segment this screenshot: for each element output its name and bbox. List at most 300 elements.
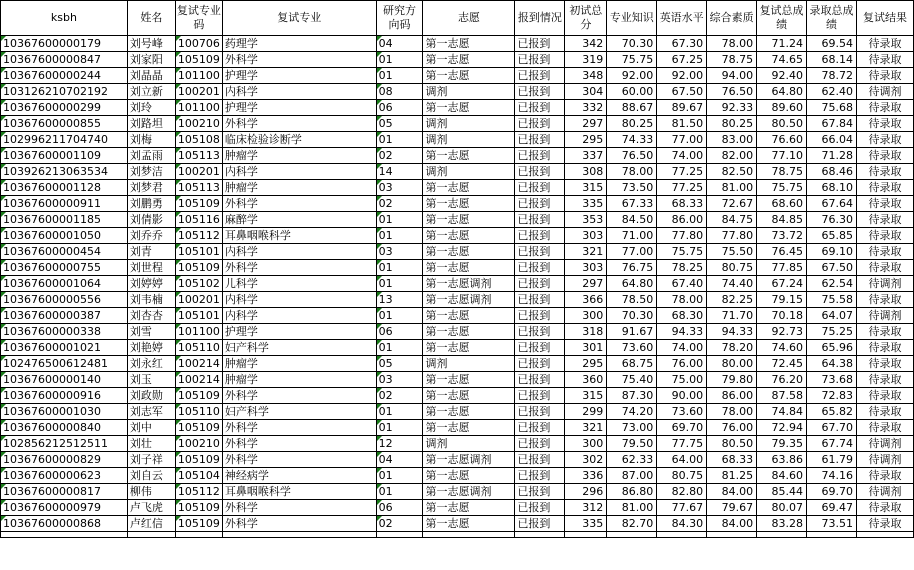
cell-english-level[interactable]: 64.00 [657,452,707,468]
cell-major[interactable]: 外科学 [222,452,376,468]
header-direction-code[interactable]: 研究方向码 [376,1,423,36]
cell-major[interactable]: 内科学 [222,244,376,260]
cell-retest-total[interactable]: 79.35 [757,436,807,452]
cell-major[interactable]: 肿瘤学 [222,180,376,196]
cell-preference[interactable]: 第一志愿 [423,244,515,260]
cell-ksbh[interactable]: 10367600000979 [1,500,128,516]
cell-professional-knowledge[interactable]: 76.75 [607,260,657,276]
cell-major-code[interactable]: 105113 [175,180,222,196]
cell-preference[interactable]: 第一志愿 [423,324,515,340]
cell-preference[interactable]: 第一志愿调剂 [423,292,515,308]
cell-preference[interactable]: 第一志愿 [423,212,515,228]
cell-name[interactable]: 卢红信 [127,516,175,532]
cell-retest-result[interactable]: 待录取 [856,388,913,404]
cell-professional-knowledge[interactable]: 88.67 [607,100,657,116]
cell-name[interactable]: 刘玲 [127,100,175,116]
cell-major-code[interactable]: 105102 [175,276,222,292]
cell-empty[interactable] [1,532,128,538]
cell-empty[interactable] [707,532,757,538]
cell-major-code[interactable]: 101100 [175,68,222,84]
cell-report-status[interactable]: 已报到 [515,324,565,340]
cell-report-status[interactable]: 已报到 [515,468,565,484]
cell-major[interactable]: 妇产科学 [222,340,376,356]
cell-ksbh[interactable]: 10367600000868 [1,516,128,532]
cell-report-status[interactable]: 已报到 [515,100,565,116]
cell-empty[interactable] [607,532,657,538]
cell-retest-result[interactable]: 待录取 [856,100,913,116]
header-professional-knowledge[interactable]: 专业知识 [607,1,657,36]
cell-initial-score[interactable]: 295 [565,132,607,148]
cell-major-code[interactable]: 100201 [175,164,222,180]
cell-initial-score[interactable]: 312 [565,500,607,516]
cell-ksbh[interactable]: 102856212512511 [1,436,128,452]
cell-retest-total[interactable]: 75.75 [757,180,807,196]
cell-major-code[interactable]: 105112 [175,228,222,244]
cell-ksbh[interactable]: 10367600000140 [1,372,128,388]
cell-report-status[interactable]: 已报到 [515,292,565,308]
cell-report-status[interactable]: 已报到 [515,68,565,84]
cell-professional-knowledge[interactable]: 78.00 [607,164,657,180]
cell-english-level[interactable]: 89.67 [657,100,707,116]
cell-major-code[interactable]: 100210 [175,436,222,452]
cell-major[interactable]: 妇产科学 [222,404,376,420]
cell-english-level[interactable]: 77.25 [657,180,707,196]
cell-ksbh[interactable]: 10367600000623 [1,468,128,484]
cell-retest-total[interactable]: 73.72 [757,228,807,244]
cell-professional-knowledge[interactable]: 67.33 [607,196,657,212]
cell-ksbh[interactable]: 10367600001109 [1,148,128,164]
cell-major-code[interactable]: 105109 [175,516,222,532]
cell-retest-total[interactable]: 79.15 [757,292,807,308]
cell-overall-quality[interactable]: 92.33 [707,100,757,116]
cell-preference[interactable]: 第一志愿 [423,340,515,356]
cell-name[interactable]: 刘杏杏 [127,308,175,324]
header-retest-result[interactable]: 复试结果 [856,1,913,36]
cell-professional-knowledge[interactable]: 60.00 [607,84,657,100]
cell-ksbh[interactable]: 10367600000755 [1,260,128,276]
cell-name[interactable]: 刘孟雨 [127,148,175,164]
cell-english-level[interactable]: 92.00 [657,68,707,84]
cell-major[interactable]: 护理学 [222,324,376,340]
cell-ksbh[interactable]: 10367600000338 [1,324,128,340]
cell-empty[interactable] [757,532,807,538]
cell-report-status[interactable]: 已报到 [515,404,565,420]
cell-preference[interactable]: 第一志愿 [423,420,515,436]
cell-direction-code[interactable]: 03 [376,180,423,196]
cell-name[interactable]: 刘鹏勇 [127,196,175,212]
cell-retest-result[interactable]: 待录取 [856,244,913,260]
cell-overall-quality[interactable]: 82.00 [707,148,757,164]
cell-major-code[interactable]: 100214 [175,372,222,388]
cell-initial-score[interactable]: 304 [565,84,607,100]
cell-retest-result[interactable]: 待录取 [856,52,913,68]
cell-admission-total[interactable]: 62.40 [807,84,857,100]
cell-retest-total[interactable]: 76.20 [757,372,807,388]
cell-name[interactable]: 刘艳婷 [127,340,175,356]
cell-major[interactable]: 外科学 [222,516,376,532]
cell-retest-result[interactable]: 待录取 [856,68,913,84]
cell-ksbh[interactable]: 10367600000829 [1,452,128,468]
cell-preference[interactable]: 第一志愿 [423,388,515,404]
cell-empty[interactable] [515,532,565,538]
cell-major[interactable]: 外科学 [222,500,376,516]
cell-major[interactable]: 肿瘤学 [222,372,376,388]
cell-overall-quality[interactable]: 78.00 [707,404,757,420]
cell-retest-total[interactable]: 64.80 [757,84,807,100]
cell-major-code[interactable]: 105101 [175,308,222,324]
cell-major-code[interactable]: 100214 [175,356,222,372]
cell-admission-total[interactable]: 65.82 [807,404,857,420]
cell-professional-knowledge[interactable]: 91.67 [607,324,657,340]
cell-name[interactable]: 刘家阳 [127,52,175,68]
cell-overall-quality[interactable]: 81.00 [707,180,757,196]
cell-ksbh[interactable]: 10367600000179 [1,36,128,52]
cell-name[interactable]: 刘路坦 [127,116,175,132]
cell-major[interactable]: 临床检验诊断学 [222,132,376,148]
cell-retest-result[interactable]: 待录取 [856,148,913,164]
cell-retest-total[interactable]: 72.94 [757,420,807,436]
cell-retest-total[interactable]: 76.60 [757,132,807,148]
cell-major-code[interactable]: 105109 [175,260,222,276]
cell-report-status[interactable]: 已报到 [515,84,565,100]
cell-direction-code[interactable]: 02 [376,388,423,404]
cell-report-status[interactable]: 已报到 [515,52,565,68]
cell-overall-quality[interactable]: 83.00 [707,132,757,148]
cell-direction-code[interactable]: 02 [376,148,423,164]
cell-overall-quality[interactable]: 74.40 [707,276,757,292]
cell-major[interactable]: 护理学 [222,68,376,84]
cell-admission-total[interactable]: 69.10 [807,244,857,260]
cell-english-level[interactable]: 77.67 [657,500,707,516]
cell-major-code[interactable]: 105109 [175,452,222,468]
cell-initial-score[interactable]: 315 [565,388,607,404]
cell-name[interactable]: 刘玉 [127,372,175,388]
cell-direction-code[interactable]: 05 [376,116,423,132]
cell-direction-code[interactable]: 01 [376,260,423,276]
cell-initial-score[interactable]: 318 [565,324,607,340]
cell-initial-score[interactable]: 300 [565,308,607,324]
cell-major[interactable]: 儿科学 [222,276,376,292]
cell-ksbh[interactable]: 103126210702192 [1,84,128,100]
cell-major-code[interactable]: 105113 [175,148,222,164]
cell-name[interactable]: 刘号峰 [127,36,175,52]
cell-initial-score[interactable]: 303 [565,260,607,276]
cell-english-level[interactable]: 81.50 [657,116,707,132]
cell-empty[interactable] [175,532,222,538]
cell-ksbh[interactable]: 102476500612481 [1,356,128,372]
cell-empty[interactable] [376,532,423,538]
header-major-code[interactable]: 复试专业码 [175,1,222,36]
cell-direction-code[interactable]: 14 [376,164,423,180]
cell-initial-score[interactable]: 337 [565,148,607,164]
cell-initial-score[interactable]: 295 [565,356,607,372]
cell-admission-total[interactable]: 75.58 [807,292,857,308]
cell-professional-knowledge[interactable]: 70.30 [607,36,657,52]
cell-direction-code[interactable]: 06 [376,324,423,340]
cell-major-code[interactable]: 105109 [175,388,222,404]
cell-admission-total[interactable]: 62.54 [807,276,857,292]
cell-admission-total[interactable]: 67.84 [807,116,857,132]
cell-retest-result[interactable]: 待录取 [856,516,913,532]
cell-ksbh[interactable]: 10367600001128 [1,180,128,196]
cell-overall-quality[interactable]: 78.00 [707,36,757,52]
cell-professional-knowledge[interactable]: 87.30 [607,388,657,404]
cell-initial-score[interactable]: 321 [565,244,607,260]
cell-initial-score[interactable]: 301 [565,340,607,356]
cell-major[interactable]: 外科学 [222,436,376,452]
cell-name[interactable]: 刘梦洁 [127,164,175,180]
cell-major[interactable]: 外科学 [222,260,376,276]
cell-direction-code[interactable]: 01 [376,404,423,420]
header-preference[interactable]: 志愿 [423,1,515,36]
cell-direction-code[interactable]: 02 [376,196,423,212]
cell-overall-quality[interactable]: 72.67 [707,196,757,212]
cell-admission-total[interactable]: 76.30 [807,212,857,228]
header-overall-quality[interactable]: 综合素质 [707,1,757,36]
cell-overall-quality[interactable]: 84.00 [707,516,757,532]
cell-professional-knowledge[interactable]: 75.40 [607,372,657,388]
cell-english-level[interactable]: 67.50 [657,84,707,100]
cell-major[interactable]: 内科学 [222,308,376,324]
cell-initial-score[interactable]: 336 [565,468,607,484]
cell-preference[interactable]: 第一志愿 [423,100,515,116]
cell-ksbh[interactable]: 103926213063534 [1,164,128,180]
cell-direction-code[interactable]: 01 [376,212,423,228]
cell-admission-total[interactable]: 72.83 [807,388,857,404]
cell-overall-quality[interactable]: 94.00 [707,68,757,84]
cell-admission-total[interactable]: 67.74 [807,436,857,452]
cell-admission-total[interactable]: 61.79 [807,452,857,468]
cell-initial-score[interactable]: 321 [565,420,607,436]
cell-english-level[interactable]: 82.80 [657,484,707,500]
cell-english-level[interactable]: 80.75 [657,468,707,484]
cell-ksbh[interactable]: 10367600000244 [1,68,128,84]
cell-report-status[interactable]: 已报到 [515,260,565,276]
cell-professional-knowledge[interactable]: 70.30 [607,308,657,324]
cell-english-level[interactable]: 68.30 [657,308,707,324]
cell-retest-result[interactable]: 待调剂 [856,436,913,452]
cell-empty[interactable] [222,532,376,538]
cell-english-level[interactable]: 78.00 [657,292,707,308]
cell-retest-result[interactable]: 待录取 [856,356,913,372]
cell-major[interactable]: 内科学 [222,292,376,308]
cell-retest-result[interactable]: 待录取 [856,212,913,228]
cell-professional-knowledge[interactable]: 81.00 [607,500,657,516]
cell-name[interactable]: 刘雪 [127,324,175,340]
cell-major[interactable]: 耳鼻咽喉科学 [222,228,376,244]
cell-english-level[interactable]: 78.25 [657,260,707,276]
cell-name[interactable]: 刘青 [127,244,175,260]
cell-english-level[interactable]: 67.25 [657,52,707,68]
cell-professional-knowledge[interactable]: 73.50 [607,180,657,196]
cell-preference[interactable]: 第一志愿 [423,148,515,164]
cell-retest-result[interactable]: 待调剂 [856,452,913,468]
cell-admission-total[interactable]: 67.50 [807,260,857,276]
cell-retest-total[interactable]: 80.50 [757,116,807,132]
cell-initial-score[interactable]: 300 [565,436,607,452]
cell-english-level[interactable]: 76.00 [657,356,707,372]
cell-professional-knowledge[interactable]: 73.60 [607,340,657,356]
cell-preference[interactable]: 第一志愿 [423,404,515,420]
cell-admission-total[interactable]: 73.51 [807,516,857,532]
cell-retest-total[interactable]: 67.24 [757,276,807,292]
cell-major-code[interactable]: 100706 [175,36,222,52]
cell-admission-total[interactable]: 75.25 [807,324,857,340]
cell-overall-quality[interactable]: 81.25 [707,468,757,484]
cell-preference[interactable]: 调剂 [423,436,515,452]
cell-initial-score[interactable]: 297 [565,276,607,292]
cell-ksbh[interactable]: 10367600000840 [1,420,128,436]
cell-professional-knowledge[interactable]: 84.50 [607,212,657,228]
cell-retest-result[interactable]: 待录取 [856,404,913,420]
cell-retest-total[interactable]: 74.60 [757,340,807,356]
cell-preference[interactable]: 第一志愿 [423,372,515,388]
cell-major[interactable]: 肿瘤学 [222,148,376,164]
cell-retest-total[interactable]: 80.07 [757,500,807,516]
cell-overall-quality[interactable]: 80.50 [707,436,757,452]
cell-professional-knowledge[interactable]: 68.75 [607,356,657,372]
cell-report-status[interactable]: 已报到 [515,436,565,452]
cell-initial-score[interactable]: 366 [565,292,607,308]
cell-initial-score[interactable]: 296 [565,484,607,500]
cell-overall-quality[interactable]: 75.50 [707,244,757,260]
cell-direction-code[interactable]: 01 [376,68,423,84]
cell-overall-quality[interactable]: 76.00 [707,420,757,436]
header-major[interactable]: 复试专业 [222,1,376,36]
cell-ksbh[interactable]: 10367600001185 [1,212,128,228]
cell-major[interactable]: 麻醉学 [222,212,376,228]
cell-retest-total[interactable]: 72.45 [757,356,807,372]
cell-admission-total[interactable]: 74.16 [807,468,857,484]
cell-major[interactable]: 外科学 [222,116,376,132]
cell-report-status[interactable]: 已报到 [515,164,565,180]
cell-major[interactable]: 内科学 [222,164,376,180]
cell-initial-score[interactable]: 297 [565,116,607,132]
cell-retest-total[interactable]: 85.44 [757,484,807,500]
cell-retest-result[interactable]: 待调剂 [856,84,913,100]
cell-report-status[interactable]: 已报到 [515,516,565,532]
cell-retest-result[interactable]: 待录取 [856,36,913,52]
cell-report-status[interactable]: 已报到 [515,116,565,132]
cell-retest-result[interactable]: 待录取 [856,292,913,308]
cell-retest-total[interactable]: 78.75 [757,164,807,180]
cell-major[interactable]: 神经病学 [222,468,376,484]
cell-direction-code[interactable]: 06 [376,500,423,516]
cell-overall-quality[interactable]: 68.33 [707,452,757,468]
cell-name[interactable]: 刘倩影 [127,212,175,228]
cell-admission-total[interactable]: 65.96 [807,340,857,356]
cell-retest-result[interactable]: 待录取 [856,340,913,356]
cell-direction-code[interactable]: 03 [376,372,423,388]
cell-retest-result[interactable]: 待录取 [856,228,913,244]
cell-admission-total[interactable]: 71.28 [807,148,857,164]
cell-major-code[interactable]: 105109 [175,52,222,68]
cell-report-status[interactable]: 已报到 [515,340,565,356]
cell-professional-knowledge[interactable]: 80.25 [607,116,657,132]
cell-admission-total[interactable]: 68.10 [807,180,857,196]
cell-ksbh[interactable]: 10367600001021 [1,340,128,356]
cell-name[interactable]: 柳伟 [127,484,175,500]
cell-retest-result[interactable]: 待录取 [856,500,913,516]
cell-overall-quality[interactable]: 82.25 [707,292,757,308]
cell-direction-code[interactable]: 01 [376,52,423,68]
cell-retest-result[interactable]: 待录取 [856,260,913,276]
cell-name[interactable]: 刘婷婷 [127,276,175,292]
cell-ksbh[interactable]: 10367600000847 [1,52,128,68]
cell-professional-knowledge[interactable]: 74.33 [607,132,657,148]
cell-initial-score[interactable]: 342 [565,36,607,52]
cell-report-status[interactable]: 已报到 [515,180,565,196]
cell-retest-total[interactable]: 77.85 [757,260,807,276]
cell-admission-total[interactable]: 65.85 [807,228,857,244]
cell-major-code[interactable]: 105109 [175,420,222,436]
cell-english-level[interactable]: 90.00 [657,388,707,404]
cell-admission-total[interactable]: 69.54 [807,36,857,52]
cell-direction-code[interactable]: 01 [376,340,423,356]
cell-direction-code[interactable]: 01 [376,132,423,148]
cell-overall-quality[interactable]: 71.70 [707,308,757,324]
cell-direction-code[interactable]: 01 [376,308,423,324]
cell-retest-result[interactable]: 待录取 [856,372,913,388]
cell-admission-total[interactable]: 67.64 [807,196,857,212]
cell-professional-knowledge[interactable]: 75.75 [607,52,657,68]
cell-overall-quality[interactable]: 79.80 [707,372,757,388]
cell-professional-knowledge[interactable]: 87.00 [607,468,657,484]
cell-name[interactable]: 刘政勋 [127,388,175,404]
header-retest-total[interactable]: 复试总成绩 [757,1,807,36]
cell-professional-knowledge[interactable]: 64.80 [607,276,657,292]
cell-major-code[interactable]: 105110 [175,340,222,356]
cell-direction-code[interactable]: 06 [376,100,423,116]
cell-initial-score[interactable]: 319 [565,52,607,68]
cell-name[interactable]: 刘自云 [127,468,175,484]
cell-initial-score[interactable]: 315 [565,180,607,196]
cell-initial-score[interactable]: 335 [565,196,607,212]
cell-english-level[interactable]: 94.33 [657,324,707,340]
cell-english-level[interactable]: 67.30 [657,36,707,52]
cell-direction-code[interactable]: 08 [376,84,423,100]
cell-direction-code[interactable]: 02 [376,516,423,532]
cell-major[interactable]: 内科学 [222,84,376,100]
cell-overall-quality[interactable]: 94.33 [707,324,757,340]
cell-report-status[interactable]: 已报到 [515,276,565,292]
cell-retest-result[interactable]: 待调剂 [856,276,913,292]
cell-ksbh[interactable]: 10367600001030 [1,404,128,420]
cell-major-code[interactable]: 105108 [175,132,222,148]
cell-initial-score[interactable]: 303 [565,228,607,244]
cell-english-level[interactable]: 77.80 [657,228,707,244]
cell-major[interactable]: 外科学 [222,196,376,212]
cell-preference[interactable]: 第一志愿 [423,68,515,84]
cell-name[interactable]: 刘志军 [127,404,175,420]
cell-admission-total[interactable]: 69.70 [807,484,857,500]
cell-ksbh[interactable]: 10367600000855 [1,116,128,132]
cell-major-code[interactable]: 101100 [175,100,222,116]
cell-report-status[interactable]: 已报到 [515,148,565,164]
cell-report-status[interactable]: 已报到 [515,36,565,52]
cell-ksbh[interactable]: 10367600000454 [1,244,128,260]
cell-overall-quality[interactable]: 78.20 [707,340,757,356]
cell-retest-total[interactable]: 83.28 [757,516,807,532]
cell-report-status[interactable]: 已报到 [515,484,565,500]
cell-initial-score[interactable]: 360 [565,372,607,388]
cell-admission-total[interactable]: 78.72 [807,68,857,84]
cell-empty[interactable] [807,532,857,538]
cell-direction-code[interactable]: 04 [376,452,423,468]
cell-ksbh[interactable]: 10367600001064 [1,276,128,292]
header-english-level[interactable]: 英语水平 [657,1,707,36]
cell-name[interactable]: 刘乔乔 [127,228,175,244]
